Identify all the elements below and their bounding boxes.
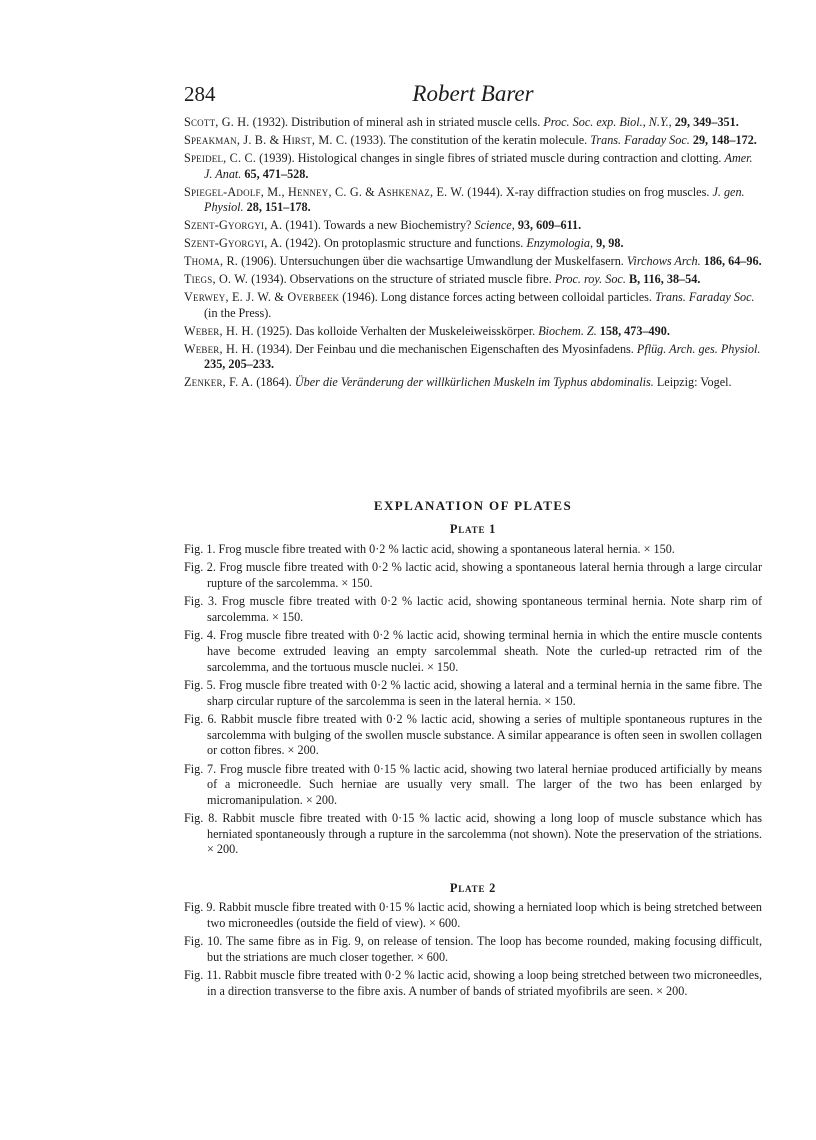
reference-volume: (in the Press). [204, 305, 272, 320]
reference-item [184, 236, 762, 252]
reference-text: (1939). Histological changes in single fibres of striated muscle during contraction and clotting. [256, 150, 725, 165]
reference-list [184, 115, 762, 393]
reference-volume: 29, 349–351. [671, 115, 739, 129]
reference-authors: Zenker, F. A. [184, 375, 254, 390]
reference-journal: Trans. Faraday Soc. [590, 132, 690, 147]
reference-text: (1906). Untersuchungen über die wachsartige Umwandlung der Muskelfasern. [238, 254, 627, 269]
reference-volume: Leipzig: Vogel. [653, 375, 732, 390]
plate-2-captions [184, 900, 762, 1002]
figure-caption: Fig. 9. Rabbit muscle fibre treated with 0·15 % lactic acid, showing a herniated loop which is being stretched between two microneedles (outside the field of view). × 600. [184, 900, 762, 930]
figure-caption: Fig. 3. Frog muscle fibre treated with 0·2 % lactic acid, showing spontaneous terminal hernia. Note sharp rim of sarcolemma. × 150. [184, 594, 762, 624]
reference-item [184, 290, 762, 321]
reference-text: (1941). Towards a new Biochemistry? [282, 218, 475, 233]
reference-journal: Virchows Arch. [626, 254, 701, 269]
reference-journal: Proc. Soc. exp. Biol., N.Y., [543, 115, 672, 129]
reference-authors: Szent-Gyorgyi, A. [184, 218, 283, 233]
figure-caption: Fig. 2. Frog muscle fibre treated with 0·2 % lactic acid, showing a spontaneous lateral hernia through a large circular rupture of the sarcolemma. × 150. [184, 560, 762, 590]
figure-caption: Fig. 4. Frog muscle fibre treated with 0·2 % lactic acid, showing terminal hernia in which the entire muscle contents have become extruded leaving an empty sarcolemmal sheath. Note the curled-up retracted rim of the sarcolemma, and the tortuous muscle nuclei. × 150. [184, 628, 762, 674]
reference-item [184, 151, 762, 182]
reference-text: (1864). [253, 375, 295, 390]
reference-volume: 9, 98. [593, 236, 624, 251]
reference-item [184, 272, 762, 288]
reference-text: (1944). X-ray diffraction studies on frog muscles. [464, 184, 713, 199]
reference-text: (1934). Der Feinbau und die mechanischen Eigenschaften des Myosinfadens. [253, 341, 637, 356]
reference-journal: J. gen. Physiol. [204, 184, 745, 215]
reference-volume: 29, 148–172. [689, 132, 757, 147]
reference-authors: Tiegs, O. W. [184, 272, 249, 287]
reference-journal: Pflüg. Arch. ges. Physiol. [636, 341, 761, 356]
reference-item [184, 254, 762, 270]
reference-item [184, 115, 762, 131]
reference-authors: Spiegel-Adolf, M., Henney, C. G. & Ashkenaz, E. W. [184, 184, 465, 199]
reference-authors: Weber, H. H. [184, 323, 254, 338]
reference-journal: Amer. J. Anat. [204, 150, 753, 181]
reference-text: (1942). On protoplasmic structure and functions. [282, 236, 527, 251]
reference-journal: Enzymologia, [526, 236, 594, 251]
reference-item [184, 218, 762, 234]
reference-journal: Über die Veränderung der willkürlichen Muskeln im Typhus abdominalis. [294, 375, 654, 390]
reference-authors: Thoma, R. [184, 254, 239, 269]
figure-caption: Fig. 5. Frog muscle fibre treated with 0·2 % lactic acid, showing a lateral and a terminal hernia in the same fibre. The sharp circular rupture of the sarcolemma is seen in the lateral hernia. × 150. [184, 677, 762, 708]
reference-volume: B, 116, 38–54. [625, 272, 701, 287]
reference-item [184, 133, 762, 149]
reference-volume: 158, 473–490. [596, 323, 670, 338]
reference-text: (1932). Distribution of mineral ash in striated muscle cells. [249, 115, 544, 129]
reference-journal: Biochem. Z. [538, 323, 597, 338]
reference-journal: Trans. Faraday Soc. [655, 290, 755, 305]
plate-1-captions [184, 542, 762, 861]
reference-authors: Speidel, C. C. [184, 150, 257, 165]
running-head [184, 81, 762, 109]
reference-authors: Verwey, E. J. W. & Overbeek [184, 290, 340, 305]
plate-2-heading: Plate 2 [449, 881, 497, 895]
running-title: Robert Barer [412, 81, 534, 106]
reference-item [184, 324, 762, 340]
reference-authors: Speakman, J. B. & Hirst, M. C. [184, 132, 348, 147]
figure-caption: Fig. 8. Rabbit muscle fibre treated with 0·15 % lactic acid, showing a long loop of muscle substance which has herniated spontaneously through a rupture in the sarcolemma (not shown). Note the preservation of the striations. × 200. [184, 811, 762, 857]
reference-text: (1925). Das kolloide Verhalten der Muskeleiweisskörper. [253, 323, 539, 338]
figure-caption: Fig. 6. Rabbit muscle fibre treated with 0·2 % lactic acid, showing a series of multiple spontaneous ruptures in the sarcolemma with bulging of the swollen muscle substance. A similar appearance is often seen in swollen collagen or cotton fibres. × 200. [184, 711, 762, 758]
reference-volume: 186, 64–96. [700, 254, 762, 269]
reference-item [184, 185, 762, 216]
explanation-heading: EXPLANATION OF PLATES [373, 498, 573, 513]
reference-authors: Scott, G. H. [184, 115, 250, 129]
figure-caption: Fig. 10. The same fibre as in Fig. 9, on release of tension. The loop has become rounded, making focusing difficult, but the striations are much closer together. × 600. [184, 933, 762, 964]
figure-caption: Fig. 1. Frog muscle fibre treated with 0·2 % lactic acid, showing a spontaneous lateral hernia. × 150. [184, 542, 675, 556]
reference-text: (1933). The constitution of the keratin molecule. [347, 132, 591, 147]
plate-1-heading: Plate 1 [449, 522, 497, 536]
reference-volume: 65, 471–528. [241, 166, 309, 181]
figure-caption: Fig. 7. Frog muscle fibre treated with 0·15 % lactic acid, showing two lateral herniae produced artificially by means of a microneedle. Such herniae are usually very small. The larger of the two has been enlarged by micromanipulation. × 200. [184, 761, 762, 807]
reference-item [184, 375, 762, 391]
reference-journal: Science, [474, 218, 515, 233]
reference-text: (1946). Long distance forces acting between colloidal particles. [339, 290, 655, 305]
reference-authors: Szent-Gyorgyi, A. [184, 236, 283, 251]
reference-volume: 93, 609–611. [514, 218, 582, 233]
page-number: 284 [184, 82, 216, 106]
figure-caption: Fig. 11. Rabbit muscle fibre treated with 0·2 % lactic acid, showing a loop being stretched between two microneedles, in a direction transverse to the fibre axis. A number of bands of striated myofibrils are seen. × 200. [184, 967, 762, 998]
reference-journal: Proc. roy. Soc. [554, 272, 626, 287]
reference-authors: Weber, H. H. [184, 341, 254, 356]
reference-volume: 235, 205–233. [204, 357, 275, 372]
reference-item [184, 342, 762, 373]
reference-volume: 28, 151–178. [243, 200, 311, 215]
reference-text: (1934). Observations on the structure of striated muscle fibre. [248, 272, 555, 287]
